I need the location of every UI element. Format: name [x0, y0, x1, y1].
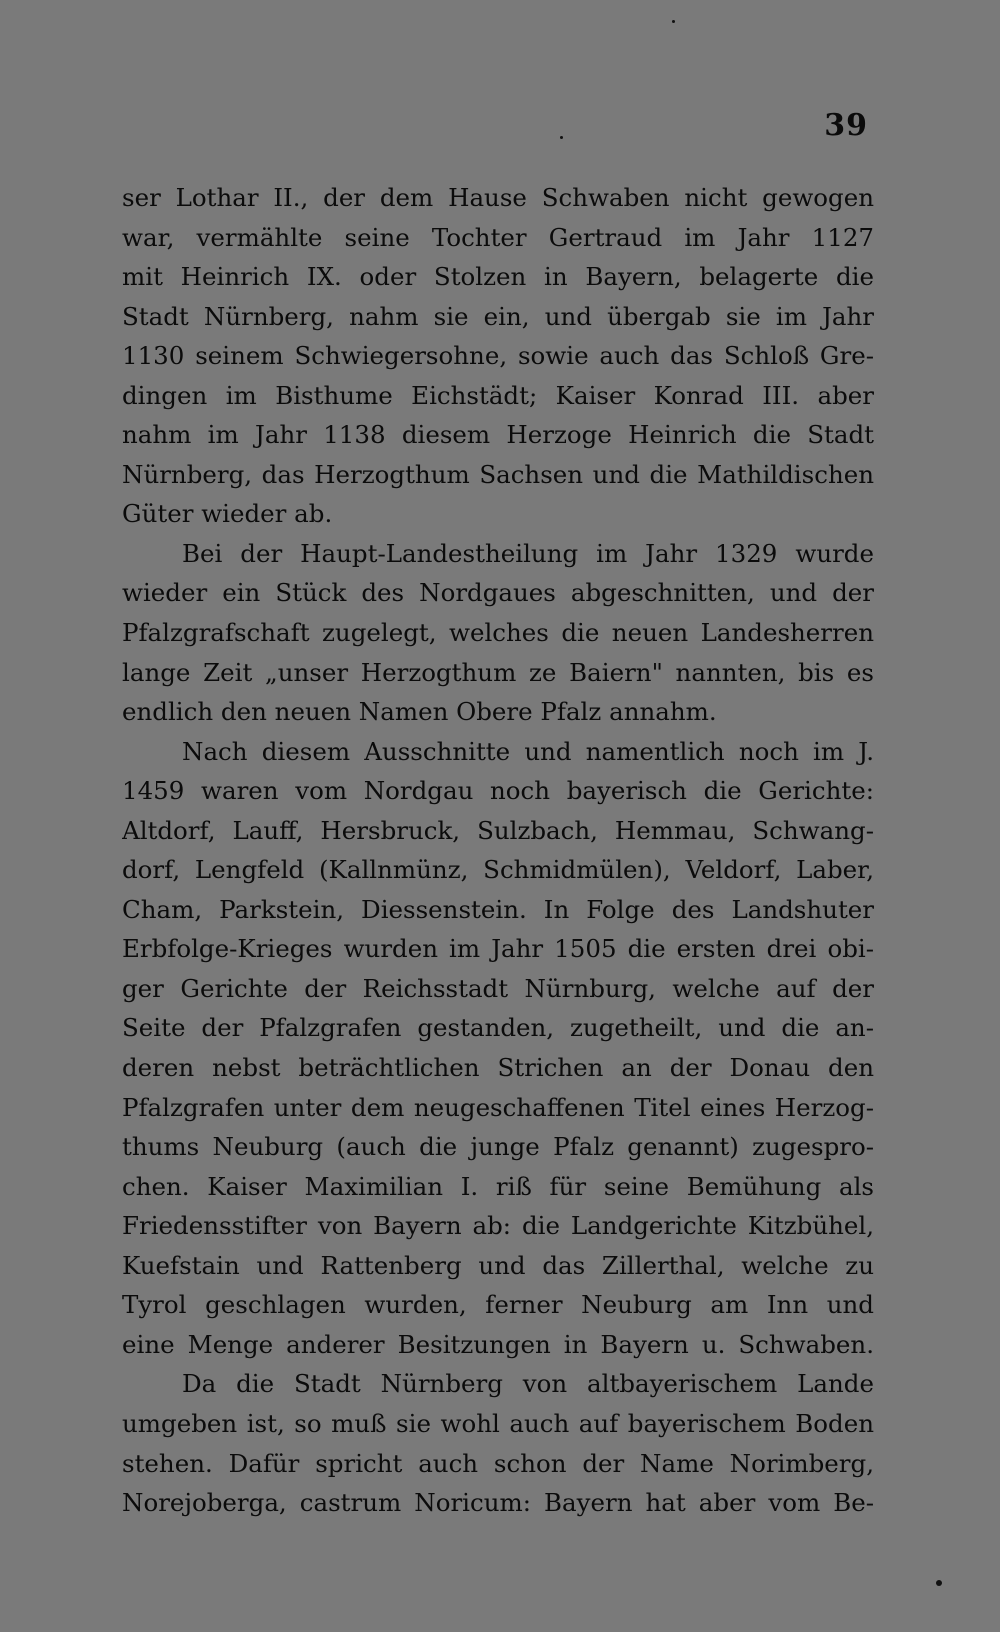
text-line: Pfalzgrafschaft zugelegt, welches die neuen Landesherren: [122, 618, 874, 648]
text-line: Cham, Parkstein, Diessenstein. In Folge des Landshuter: [122, 894, 874, 924]
text-line: Da die Stadt Nürnberg von altbayerischem Lande: [182, 1369, 874, 1399]
text-line: thums Neuburg (auch die junge Pfalz genannt) zugespro-: [122, 1132, 874, 1162]
text-line: Güter wieder ab.: [122, 499, 333, 529]
text-line: Friedensstifter von Bayern ab: die Landgerichte Kitzbühel,: [122, 1211, 874, 1241]
text-line: dorf, Lengfeld (Kallnmünz, Schmidmülen), Veldorf, Laber,: [122, 855, 874, 885]
text-line: Altdorf, Lauff, Hersbruck, Sulzbach, Hemmau, Schwang-: [122, 815, 874, 845]
text-line: 1130 seinem Schwiegersohne, sowie auch das Schloß Gre-: [122, 341, 874, 371]
text-line: Bei der Haupt-Landestheilung im Jahr 1329 wurde: [182, 538, 874, 568]
text-line: war, vermählte seine Tochter Gertraud im Jahr 1127: [122, 222, 874, 252]
text-body: [122, 178, 874, 1523]
text-line: Pfalzgrafen unter dem neugeschaffenen Titel eines Herzog-: [122, 1092, 874, 1122]
text-line: umgeben ist, so muß sie wohl auch auf bayerischem Boden: [122, 1408, 874, 1438]
text-line: wieder ein Stück des Nordgaues abgeschnitten, und der: [122, 578, 874, 608]
text-line: Stadt Nürnberg, nahm sie ein, und übergab sie im Jahr: [122, 301, 874, 331]
text-line: Kuefstain und Rattenberg und das Zillerthal, welche zu: [122, 1250, 874, 1280]
ink-speck: [672, 20, 675, 23]
text-line: Seite der Pfalzgrafen gestanden, zugetheilt, und die an-: [122, 1013, 874, 1043]
page-number: 39: [824, 108, 868, 143]
text-line: mit Heinrich IX. oder Stolzen in Bayern, belagerte die: [122, 262, 874, 292]
text-line: chen. Kaiser Maximilian I. riß für seine Bemühung als: [122, 1171, 874, 1201]
text-line: Erbfolge-Krieges wurden im Jahr 1505 die ersten drei obi-: [122, 934, 874, 964]
text-line: deren nebst beträchtlichen Strichen an der Donau den: [122, 1053, 874, 1083]
text-line: Tyrol geschlagen wurden, ferner Neuburg am Inn und: [122, 1290, 874, 1320]
text-line: Nach diesem Ausschnitte und namentlich noch im J.: [182, 736, 874, 766]
text-line: Nürnberg, das Herzogthum Sachsen und die Mathildischen: [122, 459, 874, 489]
text-line: dingen im Bisthume Eichstädt; Kaiser Konrad III. aber: [122, 380, 874, 410]
text-line: eine Menge anderer Besitzungen in Bayern u. Schwaben.: [122, 1329, 874, 1359]
text-line: lange Zeit „unser Herzogthum ze Baiern" nannten, bis es: [122, 657, 874, 687]
text-line: nahm im Jahr 1138 diesem Herzoge Heinrich die Stadt: [122, 420, 874, 450]
text-line: ser Lothar II., der dem Hause Schwaben nicht gewogen: [122, 183, 874, 212]
text-line: endlich den neuen Namen Obere Pfalz annahm.: [122, 697, 717, 727]
text-line: 1459 waren vom Nordgau noch bayerisch die Gerichte:: [122, 776, 874, 806]
text-line: ger Gerichte der Reichsstadt Nürnburg, welche auf der: [122, 973, 874, 1003]
ink-speck: [936, 1580, 942, 1586]
text-line: Norejoberga, castrum Noricum: Bayern hat aber vom Be-: [122, 1488, 874, 1518]
text-line: stehen. Dafür spricht auch schon der Name Norimberg,: [122, 1448, 874, 1478]
ink-speck: [560, 136, 563, 139]
